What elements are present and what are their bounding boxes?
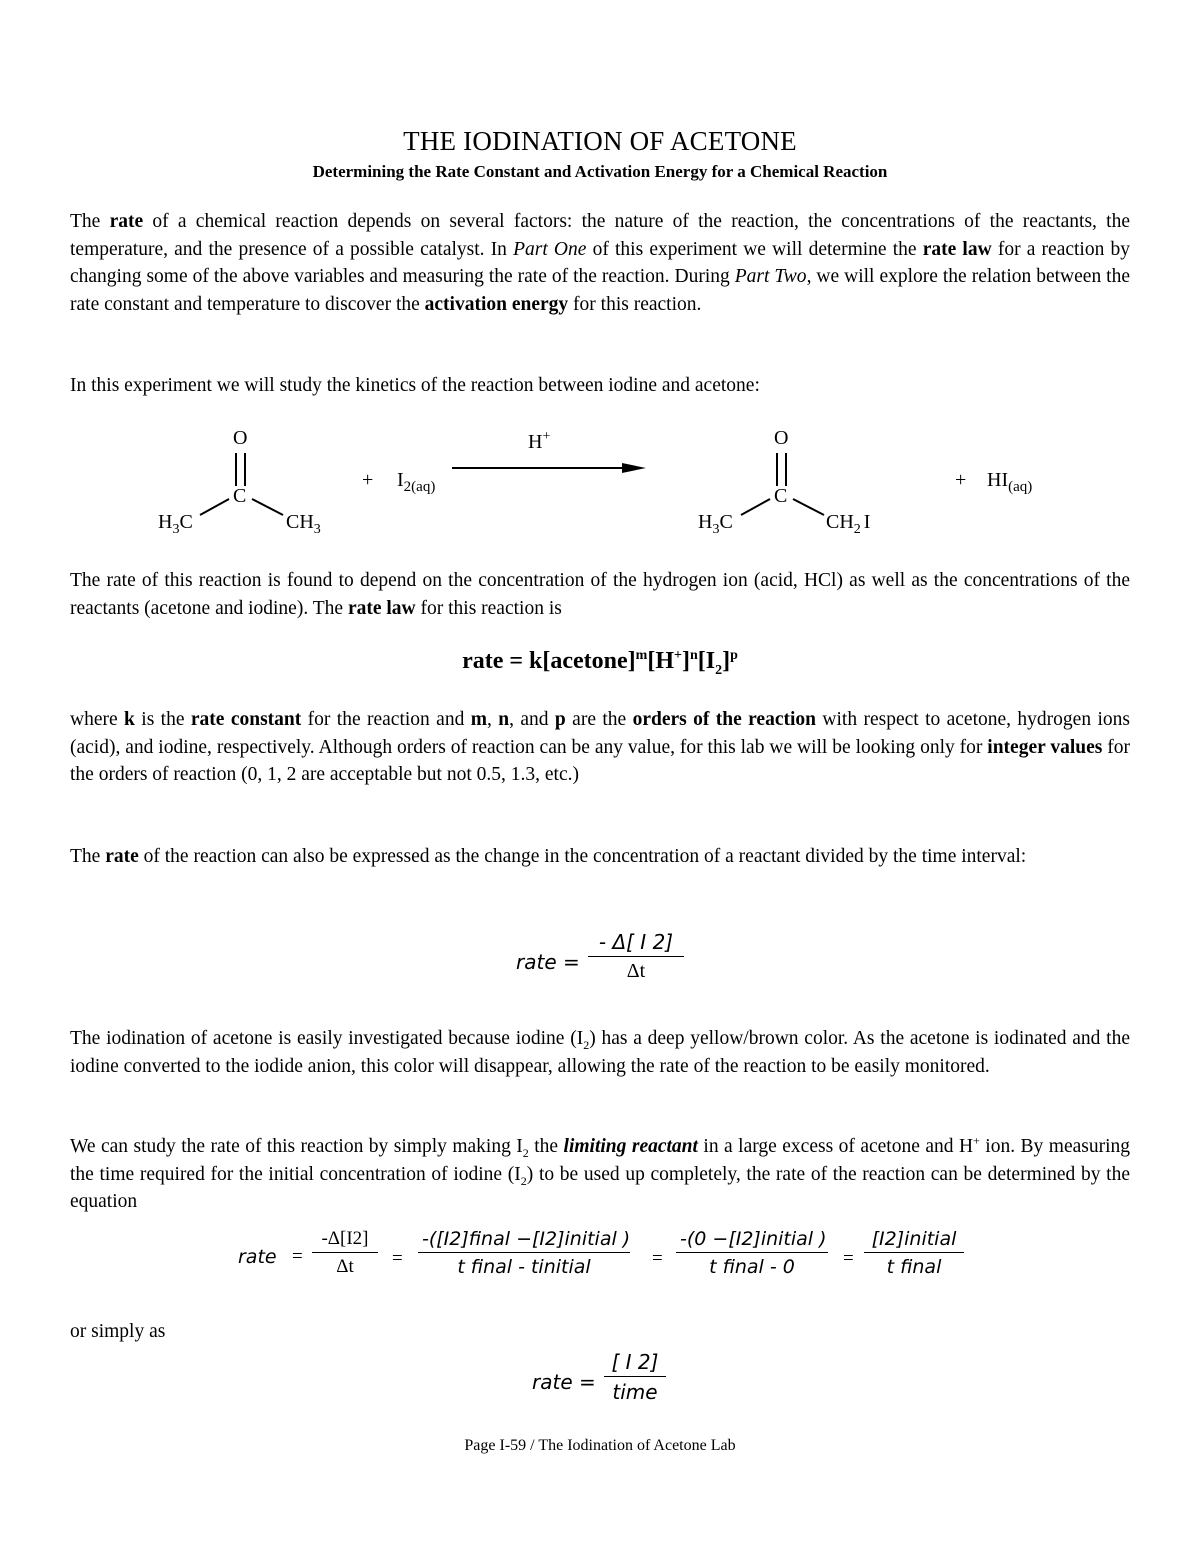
fraction: - Δ[ I 2] Δt <box>588 930 684 983</box>
fraction: -Δ[I2] Δt <box>312 1228 378 1278</box>
acetone-methyl-left: $H_3C$ <box>158 511 193 537</box>
rate-equation-delta <box>0 930 1200 1000</box>
acetone-carbon: C <box>233 485 247 507</box>
intro-paragraph: The rate of a chemical reaction depends on several factors: the nature of the reaction, the concentrations of the reactants, the temperature, and the presence of a possible catalyst. In Part One of this experiment we will determine the rate law for a reaction by changing some of the above variables and measuring the rate of the reaction. During Part Two, we will explore the relation between the rate constant and temperature to discover the activation energy for this reaction. <box>70 211 1130 315</box>
rate-expression-paragraph: The rate of the reaction can also be expressed as the change in the concentration of a reactant divided by the time interval: <box>70 846 1027 867</box>
rate-law-equation: rate = $k[acetone]^m[H^+]^n[I_2]^p$ <box>462 648 738 678</box>
limiting-reactant-paragraph: We can study the rate of this reaction by simply making $I_2$ the limiting reactant in a large excess of acetone and H+ ion. By measuring the time required for the initial concentration of iodine $(I_2)$ to be used up completely, the rate of the reaction can be determined by the equation <box>70 1133 1131 1212</box>
fraction: [ I 2] time <box>604 1350 666 1404</box>
acetone-methyl-right: $CH_3$ <box>286 511 321 537</box>
page-footer: Page I-59 / The Iodination of Acetone Lab <box>464 1437 736 1454</box>
page-title: THE IODINATION OF ACETONE <box>403 126 797 156</box>
iodomethyl-group: $CH_2$ I <box>826 511 871 537</box>
hydroiodic-acid-product: $HI_{(aq)}$ <box>987 469 1033 495</box>
fraction: [I2]initial t final <box>864 1228 964 1278</box>
rate-dependence-paragraph: The rate of this reaction is found to depend on the concentration of the hydrogen ion (acid, HCl) as well as the concentrations of the reactants (acetone and iodine). The rate law for this reaction is <box>70 570 1130 619</box>
iodoacetone-carbon: C <box>774 485 788 507</box>
iodination-color-paragraph: The iodination of acetone is easily investigated because iodine $(I_2)$ has a deep yellow/brown color. As the acetone is iodinated and the iodine converted to the iodide anion, this color will disappear, allowing the rate of the reaction to be easily monitored. <box>70 1028 1131 1077</box>
iodoacetone-methyl: $H_3C$ <box>698 511 733 537</box>
equation-lhs: rate = <box>516 950 580 974</box>
acetone-oxygen: O <box>233 427 248 449</box>
plus-sign-2: + <box>955 469 967 491</box>
rate-derivation-equation: rate = -Δ[I2] Δt = -([I2]final −[I2]initial ) t final - tinitial = -(0 −[I2]initial ) t final - 0 = [I2]initial t final <box>0 1228 1200 1292</box>
reaction-scheme <box>0 420 1200 545</box>
acid-catalyst: H+ <box>528 429 551 453</box>
fraction: -([I2]final −[I2]initial ) t final - tinitial <box>418 1228 630 1278</box>
simplified-intro: or simply as <box>70 1321 166 1342</box>
page-subtitle: Determining the Rate Constant and Activation Energy for a Chemical Reaction <box>312 162 888 181</box>
iodoacetone-oxygen: O <box>774 427 789 449</box>
fraction: -(0 −[I2]initial ) t final - 0 <box>676 1228 828 1278</box>
plus-sign-1: + <box>362 469 374 491</box>
rate-equation-time: rate = [ I 2] time <box>0 1350 1200 1414</box>
iodine-reactant: $I_{2(aq)}$ <box>397 469 436 495</box>
reaction-intro-paragraph: In this experiment we will study the kinetics of the reaction between iodine and acetone: <box>70 375 760 396</box>
rate-constant-paragraph: where k is the rate constant for the reaction and m, n, and p are the orders of the reaction with respect to acetone, hydrogen ions (acid), and iodine, respectively. Although orders of reaction can be any value, for this lab we will be looking only for integer values for the orders of reaction (0, 1, 2 are acceptable but not 0.5, 1.3, etc.) <box>70 709 1130 785</box>
